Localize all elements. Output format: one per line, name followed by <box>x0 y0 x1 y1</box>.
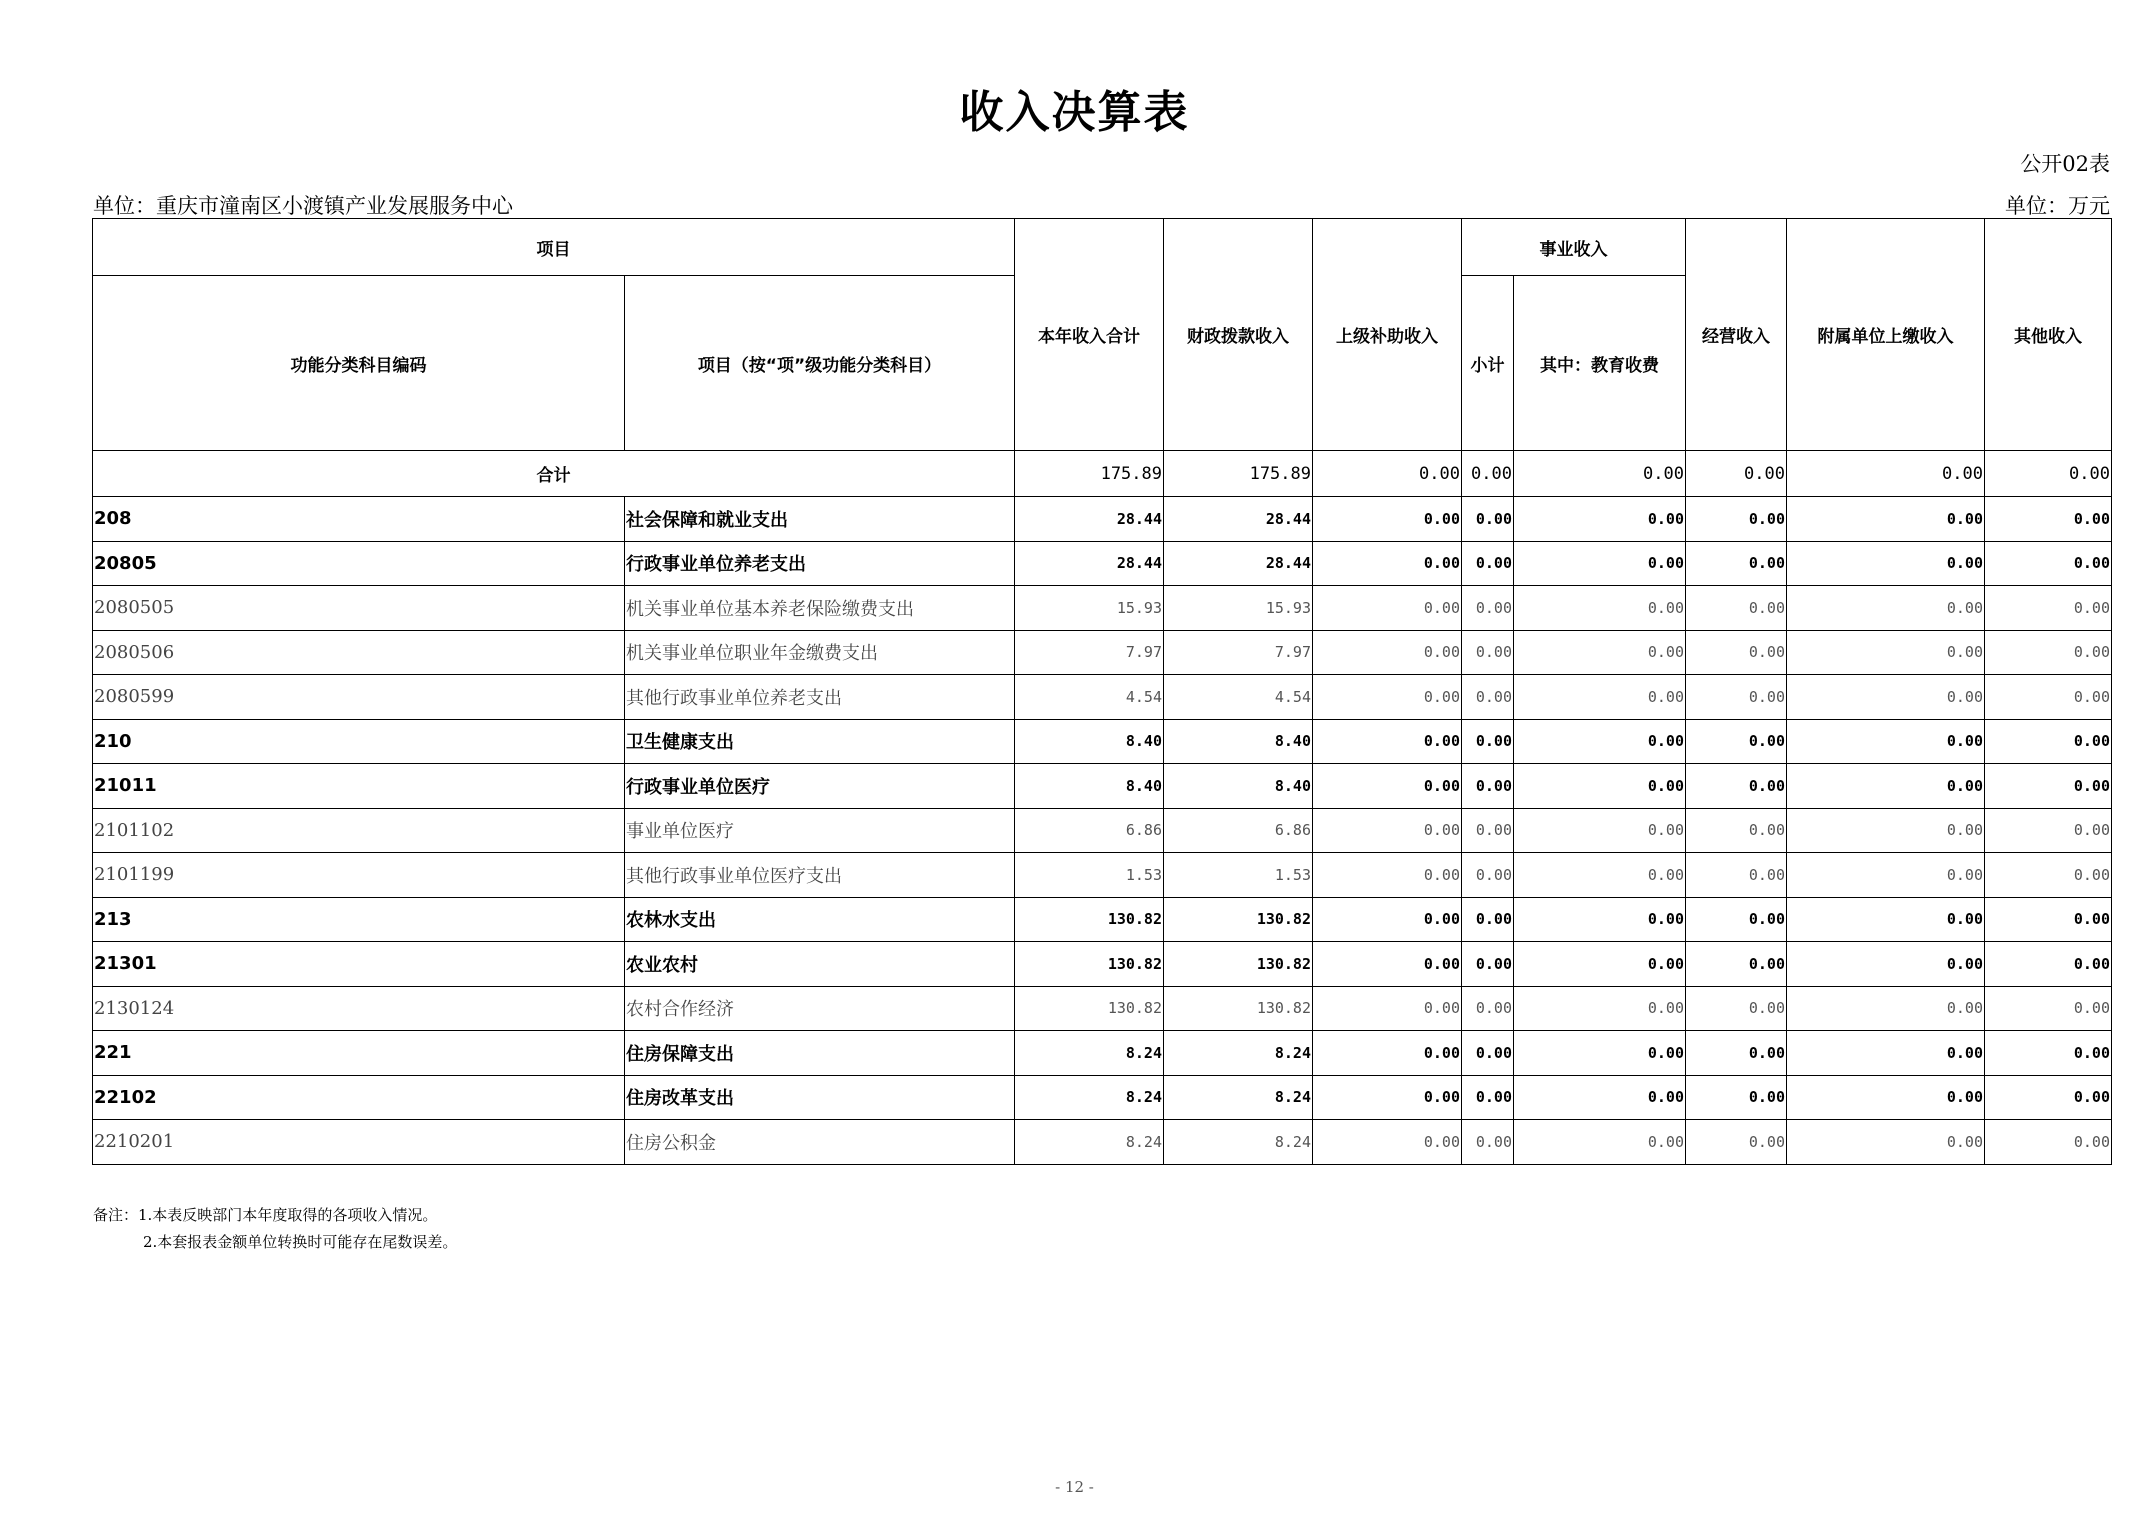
row-value: 0.00 <box>1686 541 1787 586</box>
table-row <box>93 764 2112 809</box>
row-value: 28.44 <box>1164 541 1313 586</box>
row-value: 130.82 <box>1015 897 1164 942</box>
row-value: 0.00 <box>1686 1075 1787 1120</box>
form-number: 公开02表 <box>2020 152 2110 176</box>
total-value: 0.00 <box>1686 451 1787 497</box>
row-value: 0.00 <box>1985 630 2112 675</box>
row-value: 0.00 <box>1985 675 2112 720</box>
row-value: 0.00 <box>1985 541 2112 586</box>
row-value: 8.24 <box>1164 1120 1313 1165</box>
table-row <box>93 497 2112 542</box>
row-value: 0.00 <box>1686 1031 1787 1076</box>
row-code: 21011 <box>93 764 625 809</box>
header-education: 其中：教育收费 <box>1514 276 1686 451</box>
row-name: 机关事业单位职业年金缴费支出 <box>625 630 1015 675</box>
row-value: 0.00 <box>1514 630 1686 675</box>
row-name: 住房改革支出 <box>625 1075 1015 1120</box>
row-name: 行政事业单位养老支出 <box>625 541 1015 586</box>
row-value: 0.00 <box>1686 942 1787 987</box>
row-value: 1.53 <box>1164 853 1313 898</box>
total-value: 0.00 <box>1313 451 1462 497</box>
row-value: 15.93 <box>1164 586 1313 631</box>
row-value: 0.00 <box>1313 541 1462 586</box>
table-row <box>93 986 2112 1031</box>
row-code: 2101199 <box>93 853 625 898</box>
income-table <box>92 218 2112 1165</box>
table-row <box>93 897 2112 942</box>
row-value: 1.53 <box>1015 853 1164 898</box>
row-value: 0.00 <box>1514 942 1686 987</box>
header-business: 事业收入 <box>1462 219 1686 276</box>
row-value: 0.00 <box>1985 1031 2112 1076</box>
row-value: 0.00 <box>1787 1031 1985 1076</box>
row-name: 事业单位医疗 <box>625 808 1015 853</box>
row-code: 21301 <box>93 942 625 987</box>
row-value: 0.00 <box>1514 986 1686 1031</box>
row-value: 0.00 <box>1686 808 1787 853</box>
row-value: 0.00 <box>1514 764 1686 809</box>
row-value: 0.00 <box>1985 764 2112 809</box>
row-value: 0.00 <box>1787 1120 1985 1165</box>
table-row <box>93 541 2112 586</box>
header-operating: 经营收入 <box>1686 219 1787 451</box>
row-value: 8.40 <box>1164 764 1313 809</box>
row-value: 0.00 <box>1787 764 1985 809</box>
row-value: 0.00 <box>1686 853 1787 898</box>
row-value: 0.00 <box>1686 630 1787 675</box>
row-value: 8.24 <box>1164 1031 1313 1076</box>
row-name: 住房公积金 <box>625 1120 1015 1165</box>
row-value: 0.00 <box>1313 719 1462 764</box>
row-value: 0.00 <box>1514 808 1686 853</box>
row-name: 卫生健康支出 <box>625 719 1015 764</box>
row-value: 0.00 <box>1462 1031 1514 1076</box>
table-row <box>93 942 2112 987</box>
row-value: 0.00 <box>1985 808 2112 853</box>
total-value: 0.00 <box>1514 451 1686 497</box>
table-row <box>93 1120 2112 1165</box>
row-code: 2130124 <box>93 986 625 1031</box>
row-value: 0.00 <box>1462 1120 1514 1165</box>
row-value: 0.00 <box>1787 675 1985 720</box>
row-value: 130.82 <box>1164 986 1313 1031</box>
row-value: 28.44 <box>1164 497 1313 542</box>
header-total: 本年收入合计 <box>1015 219 1164 451</box>
total-value: 0.00 <box>1462 451 1514 497</box>
row-value: 6.86 <box>1164 808 1313 853</box>
row-value: 0.00 <box>1787 808 1985 853</box>
row-value: 0.00 <box>1686 1120 1787 1165</box>
row-code: 210 <box>93 719 625 764</box>
row-value: 0.00 <box>1462 630 1514 675</box>
row-value: 0.00 <box>1313 1031 1462 1076</box>
header-fiscal: 财政拨款收入 <box>1164 219 1313 451</box>
header-superior: 上级补助收入 <box>1313 219 1462 451</box>
row-value: 7.97 <box>1164 630 1313 675</box>
row-name: 农林水支出 <box>625 897 1015 942</box>
row-value: 0.00 <box>1462 942 1514 987</box>
row-value: 0.00 <box>1985 853 2112 898</box>
row-value: 0.00 <box>1462 541 1514 586</box>
row-value: 0.00 <box>1313 808 1462 853</box>
row-value: 0.00 <box>1462 853 1514 898</box>
total-label: 合计 <box>93 451 1015 497</box>
row-code: 213 <box>93 897 625 942</box>
row-value: 0.00 <box>1313 1120 1462 1165</box>
row-value: 130.82 <box>1015 986 1164 1031</box>
row-value: 0.00 <box>1313 586 1462 631</box>
table-row <box>93 808 2112 853</box>
header-other: 其他收入 <box>1985 219 2112 451</box>
table-row <box>93 675 2112 720</box>
row-value: 0.00 <box>1686 897 1787 942</box>
row-value: 0.00 <box>1686 986 1787 1031</box>
row-value: 130.82 <box>1164 897 1313 942</box>
total-value: 175.89 <box>1164 451 1313 497</box>
row-code: 221 <box>93 1031 625 1076</box>
row-value: 0.00 <box>1985 942 2112 987</box>
row-value: 0.00 <box>1313 497 1462 542</box>
row-value: 28.44 <box>1015 497 1164 542</box>
row-code: 2210201 <box>93 1120 625 1165</box>
row-value: 0.00 <box>1462 808 1514 853</box>
row-value: 4.54 <box>1164 675 1313 720</box>
row-value: 0.00 <box>1787 719 1985 764</box>
table-row <box>93 853 2112 898</box>
row-value: 0.00 <box>1787 853 1985 898</box>
row-value: 0.00 <box>1787 630 1985 675</box>
row-value: 0.00 <box>1787 1075 1985 1120</box>
row-name: 机关事业单位基本养老保险缴费支出 <box>625 586 1015 631</box>
row-name: 行政事业单位医疗 <box>625 764 1015 809</box>
table-row <box>93 1031 2112 1076</box>
row-name: 社会保障和就业支出 <box>625 497 1015 542</box>
page-number: - 12 - <box>1055 1478 1094 1496</box>
table-row <box>93 719 2112 764</box>
row-value: 8.24 <box>1015 1075 1164 1120</box>
header-code: 功能分类科目编码 <box>93 276 625 451</box>
row-value: 0.00 <box>1514 853 1686 898</box>
row-value: 8.24 <box>1015 1120 1164 1165</box>
row-value: 0.00 <box>1686 675 1787 720</box>
row-value: 130.82 <box>1164 942 1313 987</box>
row-name: 其他行政事业单位养老支出 <box>625 675 1015 720</box>
row-value: 0.00 <box>1313 897 1462 942</box>
row-value: 0.00 <box>1313 764 1462 809</box>
row-value: 0.00 <box>1514 1075 1686 1120</box>
row-value: 0.00 <box>1787 897 1985 942</box>
page-title: 收入决算表 <box>959 87 1190 138</box>
total-value: 175.89 <box>1015 451 1164 497</box>
row-value: 0.00 <box>1514 1120 1686 1165</box>
row-code: 22102 <box>93 1075 625 1120</box>
row-value: 0.00 <box>1686 764 1787 809</box>
row-value: 0.00 <box>1985 1120 2112 1165</box>
note-line: 2.本套报表金额单位转换时可能存在尾数误差。 <box>143 1233 458 1251</box>
row-value: 0.00 <box>1313 675 1462 720</box>
row-value: 0.00 <box>1313 986 1462 1031</box>
total-row <box>93 451 2112 497</box>
table-row <box>93 630 2112 675</box>
header-item: 项目 <box>93 219 1015 276</box>
header-subtotal: 小计 <box>1462 276 1514 451</box>
row-code: 208 <box>93 497 625 542</box>
row-value: 0.00 <box>1313 630 1462 675</box>
row-value: 0.00 <box>1787 942 1985 987</box>
row-value: 8.40 <box>1015 764 1164 809</box>
row-value: 8.40 <box>1015 719 1164 764</box>
unit-organization: 单位：重庆市潼南区小渡镇产业发展服务中心 <box>93 194 513 218</box>
row-value: 0.00 <box>1514 719 1686 764</box>
row-name: 农业农村 <box>625 942 1015 987</box>
row-value: 0.00 <box>1514 541 1686 586</box>
row-value: 0.00 <box>1514 497 1686 542</box>
row-value: 0.00 <box>1462 1075 1514 1120</box>
row-value: 0.00 <box>1462 764 1514 809</box>
row-value: 0.00 <box>1985 986 2112 1031</box>
total-value: 0.00 <box>1787 451 1985 497</box>
row-value: 28.44 <box>1015 541 1164 586</box>
row-value: 0.00 <box>1686 586 1787 631</box>
row-value: 0.00 <box>1787 497 1985 542</box>
note-line: 备注：1.本表反映部门本年度取得的各项收入情况。 <box>93 1206 438 1224</box>
row-value: 0.00 <box>1313 942 1462 987</box>
row-value: 0.00 <box>1514 675 1686 720</box>
row-value: 0.00 <box>1985 586 2112 631</box>
row-name: 农村合作经济 <box>625 986 1015 1031</box>
row-value: 8.24 <box>1015 1031 1164 1076</box>
row-value: 4.54 <box>1015 675 1164 720</box>
row-value: 0.00 <box>1514 1031 1686 1076</box>
row-value: 0.00 <box>1985 1075 2112 1120</box>
row-value: 130.82 <box>1015 942 1164 987</box>
row-value: 0.00 <box>1985 497 2112 542</box>
header-affiliated: 附属单位上缴收入 <box>1787 219 1985 451</box>
row-value: 8.40 <box>1164 719 1313 764</box>
unit-currency: 单位：万元 <box>2005 194 2110 218</box>
row-code: 2080505 <box>93 586 625 631</box>
row-value: 0.00 <box>1462 586 1514 631</box>
row-code: 20805 <box>93 541 625 586</box>
notes <box>93 1202 457 1256</box>
row-value: 15.93 <box>1015 586 1164 631</box>
row-value: 0.00 <box>1985 719 2112 764</box>
row-code: 2080506 <box>93 630 625 675</box>
row-value: 0.00 <box>1514 586 1686 631</box>
row-name: 其他行政事业单位医疗支出 <box>625 853 1015 898</box>
row-value: 0.00 <box>1313 1075 1462 1120</box>
row-code: 2101102 <box>93 808 625 853</box>
header-name: 项目（按“项”级功能分类科目） <box>625 276 1015 451</box>
row-value: 0.00 <box>1462 497 1514 542</box>
row-value: 0.00 <box>1462 675 1514 720</box>
row-value: 7.97 <box>1015 630 1164 675</box>
table-row <box>93 586 2112 631</box>
row-value: 8.24 <box>1164 1075 1313 1120</box>
row-value: 0.00 <box>1787 586 1985 631</box>
row-value: 0.00 <box>1462 986 1514 1031</box>
table-row <box>93 1075 2112 1120</box>
total-value: 0.00 <box>1985 451 2112 497</box>
row-name: 住房保障支出 <box>625 1031 1015 1076</box>
row-value: 0.00 <box>1686 497 1787 542</box>
row-value: 6.86 <box>1015 808 1164 853</box>
row-value: 0.00 <box>1462 719 1514 764</box>
row-code: 2080599 <box>93 675 625 720</box>
row-value: 0.00 <box>1985 897 2112 942</box>
row-value: 0.00 <box>1462 897 1514 942</box>
row-value: 0.00 <box>1514 897 1686 942</box>
row-value: 0.00 <box>1787 541 1985 586</box>
row-value: 0.00 <box>1787 986 1985 1031</box>
row-value: 0.00 <box>1313 853 1462 898</box>
row-value: 0.00 <box>1686 719 1787 764</box>
